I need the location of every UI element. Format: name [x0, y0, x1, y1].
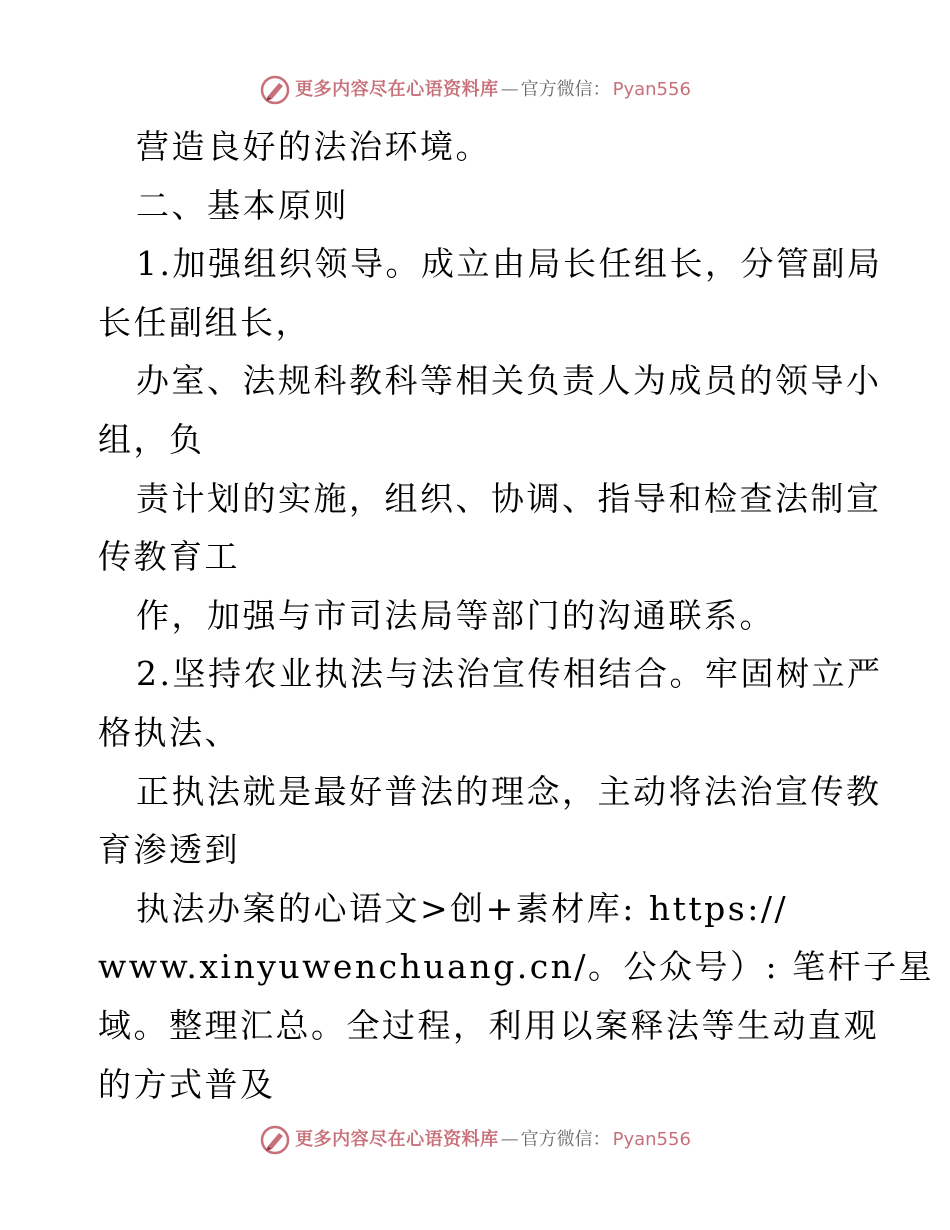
pen-logo-icon	[259, 1124, 291, 1156]
text-line: 2.坚持农业执法与法治宣传相结合。牢固树立严	[136, 654, 883, 694]
text-line: 作，加强与市司法局等部门的沟通联系。	[136, 595, 775, 635]
footer-wechat-id: Pyan556	[612, 1129, 691, 1150]
footer-wechat-label: 官方微信：	[520, 1129, 611, 1150]
text-line: 责计划的实施，组织、协调、指导和检查法制宣	[136, 478, 882, 518]
text-line: 长任副组长，	[98, 302, 311, 342]
pen-logo-icon	[259, 74, 291, 106]
text-line: 组，负	[98, 419, 205, 459]
text-line: 1.加强组织领导。成立由局长任组长，分管副局	[136, 244, 883, 284]
text-line: 育渗透到	[98, 830, 240, 870]
text-line: 域。整理汇总。全过程，利用以案释法等生动直观	[98, 1005, 879, 1045]
footer-brand-text: 更多内容尽在心语资料库	[295, 1129, 499, 1150]
header-wechat-label: 官方微信：	[520, 79, 611, 100]
text-line: 的方式普及	[98, 1064, 276, 1104]
text-line: www.xinyuwenchuang.cn/。公众号）: 笔杆子星	[98, 947, 935, 987]
footer-separator: —	[500, 1129, 519, 1150]
text-line: 营造良好的法治环境。	[136, 127, 491, 166]
header-separator: —	[500, 79, 519, 100]
text-line: 执法办案的心语文>创+素材库: https://	[136, 888, 789, 928]
header-banner	[0, 70, 950, 110]
document-body	[98, 118, 935, 1114]
text-line: 传教育工	[98, 537, 240, 577]
text-line: 办室、法规科教科等相关负责人为成员的领导小	[136, 361, 882, 401]
text-line: 正执法就是最好普法的理念，主动将法治宣传教	[136, 771, 882, 811]
text-line: 二、基本原则	[136, 185, 349, 225]
header-brand-text: 更多内容尽在心语资料库	[295, 79, 499, 100]
text-line: 格执法、	[98, 712, 240, 752]
footer-banner	[0, 1120, 950, 1160]
header-wechat-id: Pyan556	[612, 79, 691, 100]
